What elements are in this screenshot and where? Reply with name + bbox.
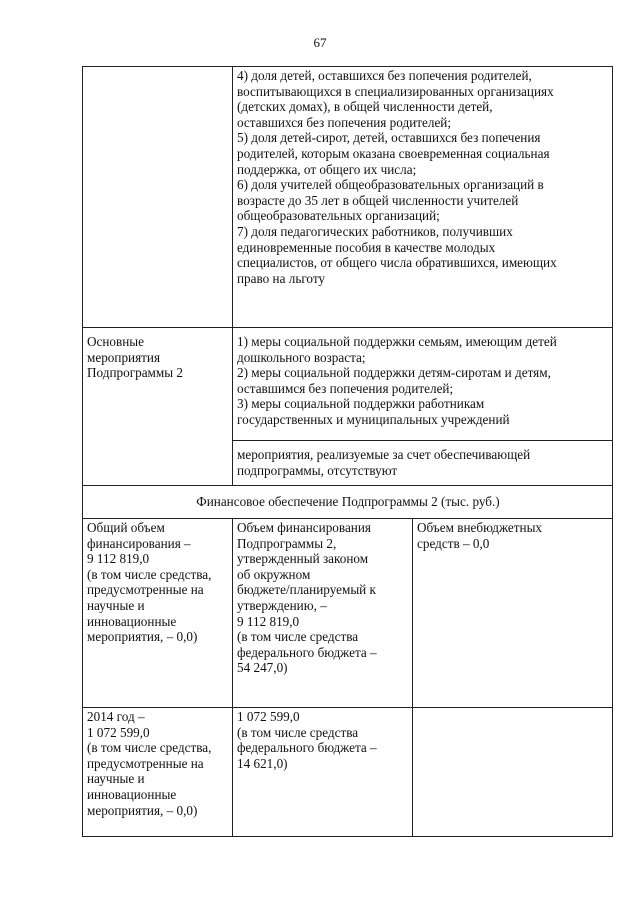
page-number: 67 <box>313 35 327 50</box>
indicator-line: поддержка, от общего их числа; <box>237 161 417 177</box>
extrabudgetary-cell <box>413 519 613 708</box>
measure-note-line: подпрограммы, отсутствуют <box>237 462 398 478</box>
measure-item-line: дошкольного возраста; <box>237 349 366 365</box>
indicator-line: воспитывающихся в специализированных организациях <box>237 83 554 99</box>
year-2014-approved-cell <box>233 708 413 837</box>
year-2014-line: предусмотренные на <box>87 755 204 771</box>
approved-funding-line: федерального бюджета – <box>237 644 377 660</box>
indicator-line: специалистов, от общего числа обратившихся, имеющих <box>237 255 557 271</box>
measure-item-line: государственных и муниципальных учреждений <box>237 411 510 427</box>
indicators-cell <box>233 67 613 328</box>
measure-item-line: оставшимся без попечения родителей; <box>237 380 454 396</box>
approved-funding-cell <box>233 519 413 708</box>
approved-funding-line: утвержденный законом <box>237 551 369 567</box>
total-funding-line: предусмотренные на <box>87 582 204 598</box>
approved-funding-line: (в том числе средства <box>237 629 359 645</box>
year-2014-line: инновационные <box>87 786 177 802</box>
indicator-line: единовременные пособия в качестве молодых <box>237 239 496 255</box>
indicator-line: оставшихся без попечения родителей; <box>237 114 452 130</box>
extrabudgetary-line: средств – 0,0 <box>417 535 490 551</box>
year-2014-line: (в том числе средства, <box>87 740 212 756</box>
measures-note-cell <box>233 441 613 486</box>
indicators-row <box>83 67 613 328</box>
approved-funding-line: бюджете/планируемый к <box>237 582 376 598</box>
indicator-line: 6) доля учителей общеобразовательных организаций в <box>237 177 544 193</box>
subprogram-table <box>82 66 613 837</box>
extrabudgetary-line: Объем внебюджетных <box>417 520 543 535</box>
indicator-line: возрасте до 35 лет в общей численности учителей <box>237 192 519 208</box>
approved-funding-line: об окружном <box>237 566 311 582</box>
measures-items-cell <box>233 328 613 441</box>
total-funding-line: Общий объем <box>87 520 165 535</box>
indicator-line: общеобразовательных организаций; <box>237 208 440 224</box>
finance-2014-row <box>83 708 613 837</box>
total-funding-line: 9 112 819,0 <box>87 551 150 567</box>
year-2014-approved-line: 14 621,0) <box>237 755 288 771</box>
measure-item-line: 3) меры социальной поддержки работникам <box>237 396 485 412</box>
year-2014-line: мероприятия, – 0,0) <box>87 802 198 818</box>
indicators-label-cell <box>83 67 233 328</box>
total-funding-line: мероприятия, – 0,0) <box>87 629 198 645</box>
indicator-line: 4) доля детей, оставшихся без попечения родителей, <box>237 68 532 83</box>
finance-header-row <box>83 486 613 519</box>
measures-label-line: мероприятия <box>87 349 161 365</box>
year-2014-approved-line: федерального бюджета – <box>237 740 377 756</box>
year-2014-approved-line: 1 072 599,0 <box>237 709 300 724</box>
year-2014-line: 2014 год – <box>87 709 145 724</box>
measures-label-cell <box>83 328 233 486</box>
total-funding-line: (в том числе средства, <box>87 566 212 582</box>
approved-funding-line: Объем финансирования <box>237 520 371 535</box>
total-funding-line: научные и <box>87 597 145 613</box>
total-funding-cell <box>83 519 233 708</box>
indicator-line: (детских домах), в общей численности детей, <box>237 99 493 115</box>
measures-label-line: Основные <box>87 334 145 349</box>
indicator-line: право на льготу <box>237 270 326 286</box>
approved-funding-line: утверждению, – <box>237 597 327 613</box>
finance-header: Финансовое обеспечение Подпрограммы 2 (тыс. руб.) <box>83 486 613 519</box>
approved-funding-line: 54 247,0) <box>237 660 288 676</box>
year-2014-approved-line: (в том числе средства <box>237 724 359 740</box>
total-funding-line: финансирования – <box>87 535 191 551</box>
year-2014-extrabudgetary-cell <box>413 708 613 837</box>
total-funding-line: инновационные <box>87 613 177 629</box>
measure-note-line: мероприятия, реализуемые за счет обеспечивающей <box>237 447 531 462</box>
indicator-line: родителей, которым оказана своевременная социальная <box>237 145 550 161</box>
measure-item-line: 2) меры социальной поддержки детям-сиротам и детям, <box>237 365 551 381</box>
measure-item-line: 1) меры социальной поддержки семьям, имеющим детей <box>237 334 557 349</box>
approved-funding-line: 9 112 819,0 <box>237 613 300 629</box>
measures-label-line: Подпрограммы 2 <box>87 365 183 381</box>
indicator-line: 7) доля педагогических работников, получивших <box>237 223 513 239</box>
indicator-line: 5) доля детей-сирот, детей, оставшихся без попечения <box>237 130 541 146</box>
measures-row <box>83 328 613 441</box>
finance-total-row <box>83 519 613 708</box>
year-2014-line: научные и <box>87 771 145 787</box>
year-2014-total-cell <box>83 708 233 837</box>
approved-funding-line: Подпрограммы 2, <box>237 535 337 551</box>
year-2014-line: 1 072 599,0 <box>87 724 150 740</box>
